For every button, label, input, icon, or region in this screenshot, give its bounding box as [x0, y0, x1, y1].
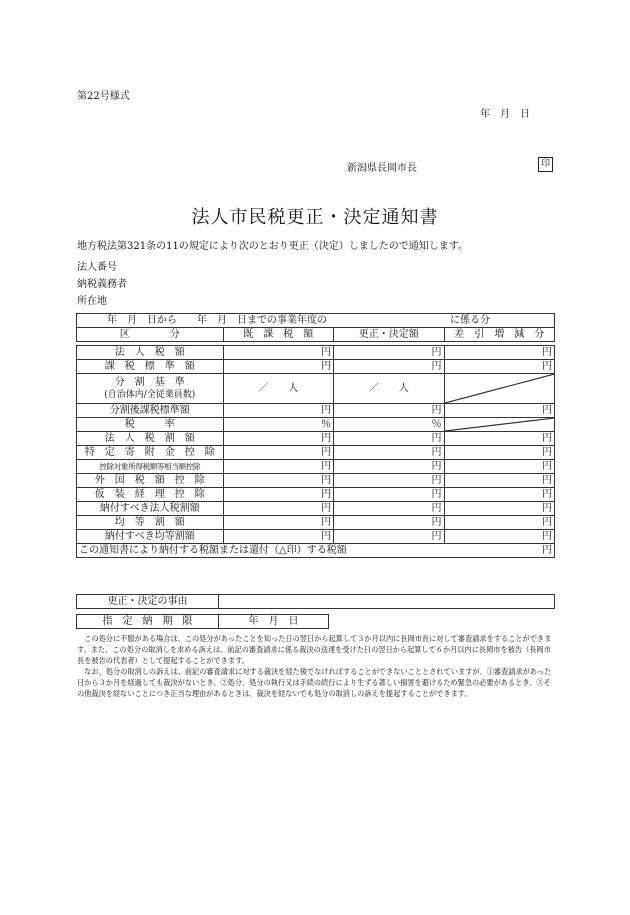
- address-label: 所在地: [77, 296, 107, 307]
- row-label: 仮 装 経 理 控 除: [77, 488, 224, 502]
- issue-date: 年 月 日: [480, 109, 530, 120]
- cell-existing: 円: [223, 516, 333, 530]
- cell-existing: 円: [223, 488, 333, 502]
- table-row: [77, 346, 555, 360]
- issuer-name: 新潟県長岡市長: [347, 163, 417, 174]
- cell-diff: 円: [444, 474, 554, 488]
- reason-value: [219, 595, 555, 609]
- cell-existing: 円: [223, 460, 333, 474]
- period-suffix: に係る分: [444, 314, 554, 328]
- period-row: [77, 314, 555, 328]
- table-row: [77, 446, 555, 460]
- cell-revised: 円: [334, 432, 444, 446]
- cell-diff: 円: [444, 432, 554, 446]
- intro-text: 地方税法第321条の11の規定により次のとおり更正（決定）しましたので通知します。: [77, 241, 469, 252]
- notice-paragraph-1: この処分に不服がある場合は、この処分があったことを知った日の翌日から起算して３か月以内に長岡市長に対して審査請求をすることができます。また、この処分の取消しを求める訴えは、前記の審査請求に係る裁決の送達を受けた日の翌日から起算して６か月以内に長岡市を被告（長岡市長を被告の代表者）として提起することができます。: [77, 634, 552, 665]
- table-row: [77, 460, 555, 474]
- deadline-value: 年 月 日: [219, 615, 329, 629]
- form-number: 第22号様式: [77, 91, 130, 102]
- deadline-label: 指 定 納 期 限: [77, 615, 219, 629]
- cell-revised: ％: [334, 418, 444, 432]
- total-unit: 円: [444, 544, 554, 558]
- corp-number-label: 法人番号: [77, 262, 117, 273]
- deadline-table: [76, 614, 329, 629]
- row-label-main: 分 割 基 準: [114, 376, 185, 388]
- row-label: [77, 374, 224, 404]
- cell-diff: 円: [444, 446, 554, 460]
- seal-stamp: 印: [538, 157, 553, 172]
- total-row: [77, 544, 555, 558]
- table-row: [77, 404, 555, 418]
- row-label: 納付すべき法人税割額: [77, 502, 224, 516]
- taxpayer-label: 納税義務者: [77, 279, 127, 290]
- cell-revised: 円: [334, 404, 444, 418]
- row-label: 控除対象所得税額等相当額控除: [77, 460, 224, 474]
- row-label: 法 人 税 割 額: [77, 432, 224, 446]
- col-header-existing: 既 課 税 額: [223, 328, 333, 342]
- cell-diff-na: [444, 418, 554, 432]
- cell-diff: 円: [444, 502, 554, 516]
- col-header-category: 区 分: [77, 328, 224, 342]
- table-row: [77, 474, 555, 488]
- row-label: 法 人 税 額: [77, 346, 224, 360]
- cell-diff: 円: [444, 404, 554, 418]
- cell-diff-na: [444, 374, 554, 404]
- cell-existing: 円: [223, 346, 333, 360]
- cell-diff: 円: [444, 516, 554, 530]
- col-header-diff: 差 引 増 減 分: [444, 328, 554, 342]
- cell-diff: 円: [444, 460, 554, 474]
- cell-diff: 円: [444, 488, 554, 502]
- tax-table: [76, 313, 555, 558]
- table-row: [77, 374, 555, 404]
- row-label: 分割後課税標準額: [77, 404, 224, 418]
- cell-revised: 円: [334, 460, 444, 474]
- col-header-revised: 更正・決定額: [334, 328, 444, 342]
- cell-revised: 円: [334, 446, 444, 460]
- cell-diff: 円: [444, 360, 554, 374]
- reason-label: 更正・決定の事由: [77, 595, 219, 609]
- cell-existing: 円: [223, 360, 333, 374]
- total-label: この通知書により納付する税額または還付（△印）する税額: [77, 544, 445, 558]
- notice-paragraph-2: なお、処分の取消しの訴えは、前記の審査請求に対する裁決を経た後でなければすることができないこととされていますが、①審査請求があった日から３か月を経過しても裁決がないとき、②処分、処分の執行又は手続の続行により生ずる著しい損害を避けるため緊急の必要があるとき、③その他裁決を経ないことにつき正当な理由があるときは、裁決を経ないでも処分の取消しの訴えを提起することができます。: [77, 667, 552, 698]
- cell-diff: 円: [444, 530, 554, 544]
- cell-revised: 円: [334, 502, 444, 516]
- cell-existing: 円: [223, 474, 333, 488]
- row-label: 税 率: [77, 418, 224, 432]
- cell-existing: 円: [223, 446, 333, 460]
- cell-revised: ／ 人: [334, 374, 444, 404]
- reason-table: [76, 594, 555, 609]
- row-label: 外 国 税 額 控 除: [77, 474, 224, 488]
- cell-diff: 円: [444, 346, 554, 360]
- row-label: 特 定 寄 附 金 控 除: [77, 446, 224, 460]
- row-label: 納付すべき均等割額: [77, 530, 224, 544]
- row-label: 課 税 標 準 額: [77, 360, 224, 374]
- cell-existing: 円: [223, 404, 333, 418]
- appeal-notice: [77, 633, 555, 699]
- period-text: 年 月 日から 年 月 日までの事業年度の: [77, 314, 445, 328]
- table-row: [77, 530, 555, 544]
- cell-existing: 円: [223, 530, 333, 544]
- cell-revised: 円: [334, 516, 444, 530]
- cell-existing: ／ 人: [223, 374, 333, 404]
- header-row: [77, 328, 555, 342]
- table-row: [77, 488, 555, 502]
- document-title: 法人市民税更正・決定通知書: [191, 207, 439, 228]
- table-row: [77, 418, 555, 432]
- cell-existing: 円: [223, 432, 333, 446]
- cell-existing: 円: [223, 502, 333, 516]
- table-row: [77, 516, 555, 530]
- row-label: 均 等 割 額: [77, 516, 224, 530]
- cell-revised: 円: [334, 488, 444, 502]
- cell-revised: 円: [334, 530, 444, 544]
- row-label-sub: (自治体内/全従業員数): [104, 389, 196, 400]
- cell-revised: 円: [334, 346, 444, 360]
- diagonal-line: [445, 418, 554, 431]
- table-row: [77, 360, 555, 374]
- cell-revised: 円: [334, 474, 444, 488]
- cell-existing: ％: [223, 418, 333, 432]
- cell-revised: 円: [334, 360, 444, 374]
- diagonal-line: [445, 374, 554, 403]
- table-row: [77, 432, 555, 446]
- table-row: [77, 502, 555, 516]
